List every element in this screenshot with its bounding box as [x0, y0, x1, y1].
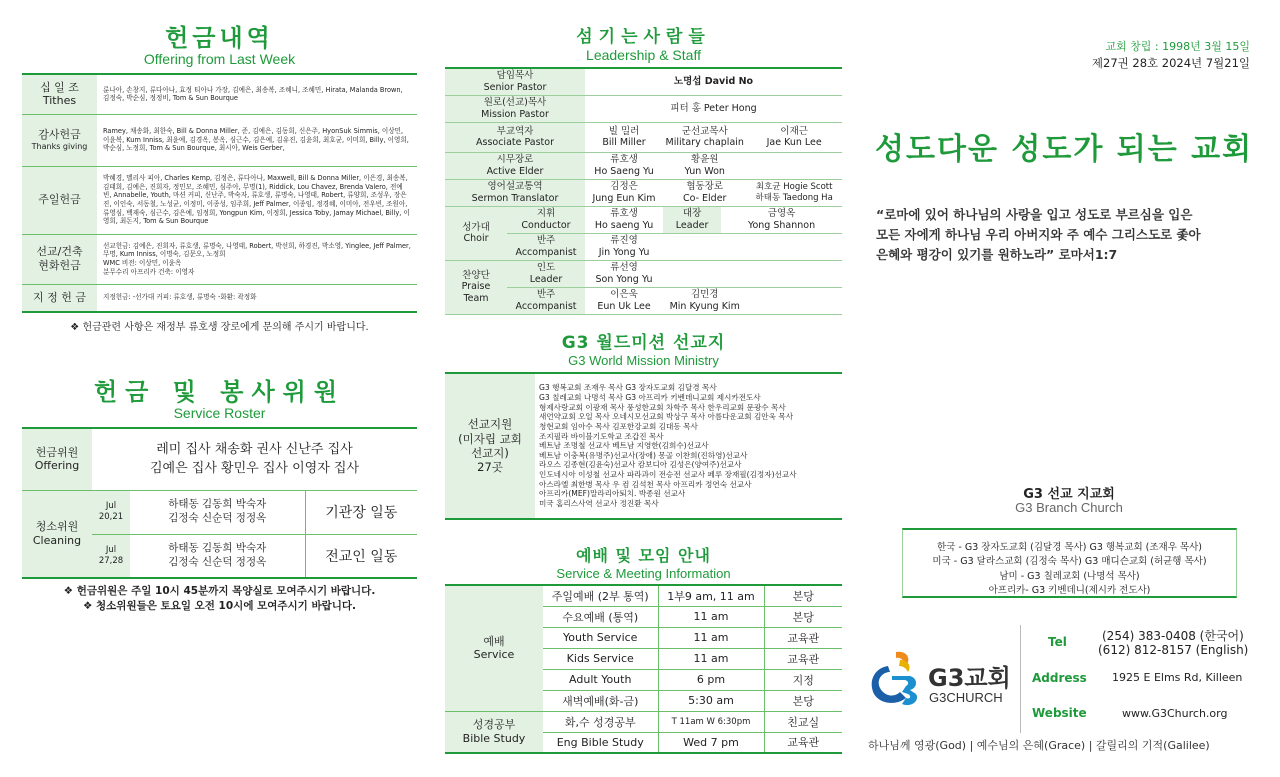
service-place: 친교실: [764, 711, 842, 732]
verse-line: 은혜와 평강이 있기를 원하노라” 로마서1:7: [876, 247, 1118, 262]
praise-leader-name-en: Son Yong Yu: [595, 273, 653, 285]
logo-text-en: G3CHURCH: [929, 690, 1003, 705]
roster-note: ❖ 청소위원들은 토요일 오전 10시에 모여주시기 바랍니다.: [82, 600, 357, 612]
praise-role-en: Accompanist: [515, 300, 577, 312]
conductor-name: 류호생: [610, 208, 638, 220]
praise-leader-name: 류선영: [610, 262, 638, 274]
offering-label: 지 정 헌 금: [33, 290, 86, 304]
mission-line: 베트남 조명철 선교사 베트남 지영한(김희수)선교사: [539, 441, 709, 451]
logo-text-ko: G3교회: [928, 664, 1011, 692]
praise-role-en: Leader: [529, 273, 563, 285]
leadership-table: [445, 67, 842, 315]
offering-label: 십 일 조: [40, 80, 79, 94]
roster-date: Jul 27,28: [92, 534, 130, 578]
mission-label: 선교지): [471, 446, 509, 460]
mission-line: G3 행복교회 조재우 목사 G3 장자도교회 김달경 목사: [539, 383, 717, 393]
co-elder-name: 최호균 Hogie Scott: [755, 182, 833, 193]
roster-names: 하태동 김동희 박숙자: [168, 498, 267, 511]
service-place: 지정: [764, 669, 842, 690]
services-table: [445, 584, 842, 754]
service-time: 11 am: [658, 606, 764, 627]
lead-label: 원로(선교)목사: [483, 97, 547, 109]
choir-role-en: Conductor: [521, 219, 571, 231]
assoc-name-en: Bill Miller: [602, 137, 646, 148]
choir-accomp-name: 류진영: [610, 235, 638, 247]
branch-line: 미국 - G3 달라스교회 (김정숙 목사) G3 매디슨교회 (허균행 목사): [932, 556, 1207, 568]
service-time: 5:30 am: [658, 690, 764, 711]
offering-label-en: Tithes: [42, 94, 77, 108]
roster-cleaning-label-en: Cleaning: [32, 533, 82, 547]
mission-line: 청현교회 임아수 목사 김포한강교회 김대동 목사: [539, 421, 698, 431]
roster-table: [22, 427, 417, 579]
roster-title-ko: 헌금 및 봉사위원: [94, 378, 345, 406]
mission-table: [445, 372, 842, 520]
offering-panel: [22, 18, 417, 333]
offering-label: 주일헌금: [38, 193, 81, 207]
service-time: 1부9 am, 11 am: [658, 585, 764, 606]
branch-line: 남미 - G3 칠레교회 (나명석 목사): [999, 570, 1140, 582]
service-name: Eng Bible Study: [543, 732, 658, 753]
branch-title-en: G3 Branch Church: [1015, 500, 1123, 515]
branch-line: 아프리카- G3 키벤데니(제시카 전도사): [988, 584, 1151, 596]
roster-panel: [22, 372, 417, 613]
service-place: 본당: [764, 585, 842, 606]
mission-label: (미자립 교회: [458, 431, 522, 446]
mission-count: 27곳: [477, 460, 503, 475]
cover-founded: 교회 창립 : 1998년 3월 15일: [1105, 40, 1250, 53]
elder-name-en: Ho Saeng Yu: [594, 165, 654, 177]
lead-label-en: Senior Pastor: [483, 81, 547, 93]
roster-offering-label: 헌금위원: [35, 445, 79, 459]
assoc-name: 군선교목사: [681, 125, 728, 137]
offering-table: [22, 73, 417, 313]
leadership-title-ko: 섬기는사람들: [576, 27, 711, 47]
mission-list: [535, 373, 842, 519]
service-name: Kids Service: [543, 648, 658, 669]
verse-line: “로마에 있어 하나님의 사랑을 입고 성도로 부르심을 입은: [876, 207, 1193, 222]
offering-label-en: Thanks giving: [31, 141, 88, 151]
mission-panel: [445, 328, 842, 520]
service-time: 11 am: [658, 648, 764, 669]
church-logo: [866, 648, 924, 710]
lead-label-en: Sermon Translator: [471, 192, 559, 204]
mission-line: 형제사랑교회 이광재 목사 풍성한교회 차학주 목사 한우리교회 문광수 목사: [539, 402, 786, 412]
offering-names: 박혜경, 멜리사 피아, Charles Kemp, 김정은, 류다아나, Maxwell, Bill & Donna Miller, 이은경, 최송복, 김태희, 김예은, 진희자, 정민모, 조혜민, 심주아, 무명(1), Riddick, Lou Chavez, Brenda Valero, 전예빈, Annabelle, Youth, 마션 커피, 신난주, 박숙자, 류호생, 류명숙, 나영태, Robert, 류양희, 조성우, 장은진, 이인숙, 서동철, 노성균, 이정미, 이종성, 임주희, Jeff Palmer, 이종임, 정경혜, 이미아, 전우빈, 조원아, 류영심, 백재숙, 심근수, 김은예, 임정희, Yongpun Kim, 이정희, Jessica Toby, Jamay Michael, Billy, 이영희, 최돈지, Tom & Sun Bourque: [97, 166, 417, 234]
offering-title-ko: 헌금내역: [165, 24, 274, 52]
elder-name: 황윤원: [690, 154, 719, 166]
praise-accomp-name: 이은욱: [610, 289, 638, 301]
roster-offering-line: 레미 집사 채송화 권사 신난주 집사: [156, 441, 353, 457]
offering-title-en: Offering from Last Week: [143, 51, 296, 67]
footer-tagline: 하나님께 영광(God) | 예수님의 은혜(Grace) | 갈릴리의 기적(Galilee): [868, 739, 1210, 752]
service-label-en: Service: [473, 648, 515, 662]
offering-label: 선교/건축: [36, 245, 83, 259]
branch-box: [902, 528, 1237, 598]
scripture-verse: [876, 205, 1256, 265]
lead-label: 영어설교통역: [487, 181, 543, 193]
website-label: Website: [1032, 706, 1087, 720]
senior-pastor-name: 노명섭 David No: [585, 68, 842, 95]
offering-names: Ramey, 채송화, 최한숙, Bill & Donna Miller, 준, 김예은, 김동희, 신은주, HyonSuk Simmis, 이상민, 이윤복, Kum Inniss, 최윤예, 김경옥, 봉옥, 심근수, 김은예, 김유진, 김윤희, 최호균, 이미희, Billy, 이영희, 박순심, 노정희, Tom & Sun Bourque, 최시아, Weis Gerber,: [97, 114, 417, 166]
roster-offering-label-en: Offering: [34, 459, 80, 473]
leadership-title-en: Leadership & Staff: [586, 47, 701, 63]
lead-label-en: Team: [463, 292, 489, 304]
lead-label-en: Active Elder: [486, 165, 544, 177]
elder-name-en: Yun Won: [684, 165, 725, 177]
website-link[interactable]: www.G3Church.org: [1122, 707, 1228, 720]
address-label: Address: [1032, 671, 1087, 685]
tel-label: Tel: [1048, 635, 1067, 649]
service-label: 예배: [483, 634, 505, 648]
mission-title-en: G3 World Mission Ministry: [568, 353, 719, 368]
mission-line: 아프리카(MEF)말라리아퇴치. 박종원 선교사: [539, 489, 686, 499]
lead-label-en: Associate Pastor: [476, 137, 554, 148]
mission-line: G3 칠레교회 나명석 목사 G3 아프리카 키벤데니교회 제시카전도사: [539, 392, 761, 402]
choir-role: 지휘: [536, 208, 556, 220]
choir-role-en: Accompanist: [515, 246, 577, 258]
offering-note: ❖ 헌금관련 사항은 재정부 류호생 장로에게 문의해 주시기 바랍니다.: [70, 322, 369, 333]
lead-label-en: Mission Pastor: [481, 108, 549, 120]
co-elder-label: 협동장로: [686, 181, 724, 193]
tel-number: (612) 812-8157 (English): [1098, 643, 1249, 657]
roster-note: ❖ 헌금위원은 주일 10시 45분까지 목양실로 모여주시기 바랍니다.: [63, 585, 376, 597]
mission-line: 미국 홈리스사역 선교사 정진환 목사: [539, 499, 659, 509]
praise-role: 인도: [536, 262, 556, 274]
roster-names: 김정숙 신순덕 정정옥: [168, 555, 267, 568]
offering-label: 감사헌금: [38, 128, 81, 142]
roster-offering-line: 김예은 집사 황민우 집사 이영자 집사: [149, 461, 360, 477]
g3-logo-icon: [866, 648, 924, 710]
offering-names: 지정헌금: -선가대 커피: 류호생, 류명숙 -화환: 곽정화: [103, 293, 257, 302]
address-value: 1925 E Elms Rd, Killeen: [1112, 671, 1243, 684]
service-name: 주일예배 (2부 통역): [543, 585, 658, 606]
conductor-name-en: Ho saeng Yu: [594, 219, 654, 231]
service-time: Wed 7 pm: [658, 732, 764, 753]
mission-pastor-name: 피터 홍 Peter Hong: [585, 95, 842, 122]
bible-label: 성경공부: [472, 718, 516, 731]
service-time: 11 am: [658, 627, 764, 648]
lead-label: 부교역자: [496, 125, 534, 137]
service-place: 본당: [764, 606, 842, 627]
mission-line: 아스라엘 최한병 목사 우 컴 김석천 목사 아프리카 정연숙 선교사: [539, 479, 752, 489]
assoc-name-en: Military chaplain: [665, 137, 744, 148]
praise-accomp-name-en: Min Kyung Kim: [669, 300, 740, 312]
lead-label-en: Praise: [461, 281, 491, 293]
mission-label: 선교지원: [467, 417, 513, 432]
service-place: 교육관: [764, 627, 842, 648]
service-place: 본당: [764, 690, 842, 711]
service-name: Adult Youth: [543, 669, 658, 690]
branch-title-ko: G3 선교 지교회: [1023, 487, 1115, 502]
lead-label-en: Choir: [463, 233, 489, 244]
offering-names: 룬나아, 손창지, 류다아나, 효정 티아나 가장, 김예은, 최송복, 조혜니, 조혜민, Hirata, Malanda Brown, 김정숙, 박순심, 정정비, Tom & Sun Bourque: [97, 74, 417, 114]
service-name: Youth Service: [543, 627, 658, 648]
service-time: 6 pm: [658, 669, 764, 690]
praise-accomp-name: 김민경: [690, 289, 719, 301]
services-panel: [445, 543, 842, 754]
service-time: T 11am W 6:30pm: [658, 711, 764, 732]
assoc-name: 이재근: [780, 125, 808, 137]
translator-name: 김정은: [610, 181, 638, 193]
contact-divider: [1020, 625, 1021, 733]
choir-role: 대장: [682, 208, 702, 220]
co-elder-name: 하태동 Taedong Ha: [755, 192, 833, 203]
praise-role: 반주: [536, 289, 556, 301]
lead-label: 담임목사: [496, 70, 534, 82]
lead-label: 시무장로: [496, 154, 534, 166]
verse-line: 모든 자에게 하나님 우리 아버지와 주 예수 그리스도로 좇아: [876, 227, 1201, 242]
mission-line: 라오스 김종현(김윤숙)선교사 캄보디아 김성은(양여주)선교사: [539, 460, 742, 470]
mission-line: 인도네시아 이성철 선교사 파라과이 전승전 선교사 페루 장재필(김정자)선교사: [539, 470, 797, 480]
choir-leader-name-en: Yong Shannon: [747, 219, 816, 231]
choir-role-en: Leader: [675, 219, 709, 231]
tel-number: (254) 383-0408 (한국어): [1102, 629, 1244, 643]
lead-label: 성가대: [462, 221, 490, 233]
mission-line: 베트남 이충복(유명주)선교사(장애) 몽골 이찬희(진하영)선교사: [539, 450, 748, 460]
roster-date: Jul 20,21: [92, 490, 130, 534]
translator-name-en: Jung Eun Kim: [592, 192, 656, 204]
roster-names: 하태동 김동희 박숙자: [168, 542, 267, 555]
elder-name: 류호생: [610, 154, 638, 166]
offering-label-en: 현화헌금: [38, 259, 81, 272]
mission-line: 새언약교회 오일 목사 오네시모선교회 박상구 목사 아름다운교회 김안욱 목사: [539, 412, 794, 422]
leadership-panel: [445, 22, 842, 315]
church-motto: 성도다운 성도가 되는 교회: [875, 132, 1254, 167]
bible-label-en: Bible Study: [462, 731, 526, 745]
choir-accomp-name-en: Jin Yong Yu: [598, 246, 650, 258]
choir-role: 반주: [536, 235, 556, 247]
mission-line: 조지필라 바이블기도학교 조갑진 목사: [539, 431, 664, 441]
assoc-name: 빌 밀러: [608, 125, 640, 137]
roster-group: 기관장 일동: [305, 490, 417, 534]
branch-line: 한국 - G3 장자도교회 (김달경 목사) G3 행복교회 (조재우 목사): [937, 542, 1202, 553]
service-place: 교육관: [764, 732, 842, 753]
choir-leader-name: 금영옥: [767, 208, 796, 220]
roster-cleaning-label: 청소위원: [35, 520, 79, 533]
services-title-ko: 예배 및 모임 안내: [576, 546, 711, 565]
services-title-en: Service & Meeting Information: [556, 566, 731, 581]
lead-label: 찬양단: [462, 269, 490, 281]
roster-names: 김정숙 신순덕 정정옥: [168, 512, 267, 524]
roster-title-en: Service Roster: [173, 405, 266, 421]
assoc-name-en: Jae Kun Lee: [766, 137, 822, 148]
cover-issue: 제27권 28호 2024년 7월21일: [1091, 56, 1250, 70]
mission-title-ko: G3 월드미션 선교지: [561, 333, 726, 353]
service-name: 화,수 성경공부: [543, 711, 658, 732]
co-elder-label-en: Co- Elder: [682, 192, 727, 204]
service-place: 교육관: [764, 648, 842, 669]
service-name: 수요예배 (통역): [543, 606, 658, 627]
roster-group: 전교인 일동: [305, 534, 417, 578]
offering-names: 선교헌금: 김예은, 진희자, 류호생, 류명숙, 나영태, Robert, 박선희, 하경진, 박소영, Yinglee, Jeff Palmer, 무명, Kum Inniss, 이명숙, 김문오, 노정희 WMC 비전: 이상민, 이윤옥 분무수리 아프리카 건축: 이영자: [97, 234, 417, 284]
praise-accomp-name-en: Eun Uk Lee: [597, 300, 651, 312]
service-name: 새벽예배(화-금): [543, 690, 658, 711]
